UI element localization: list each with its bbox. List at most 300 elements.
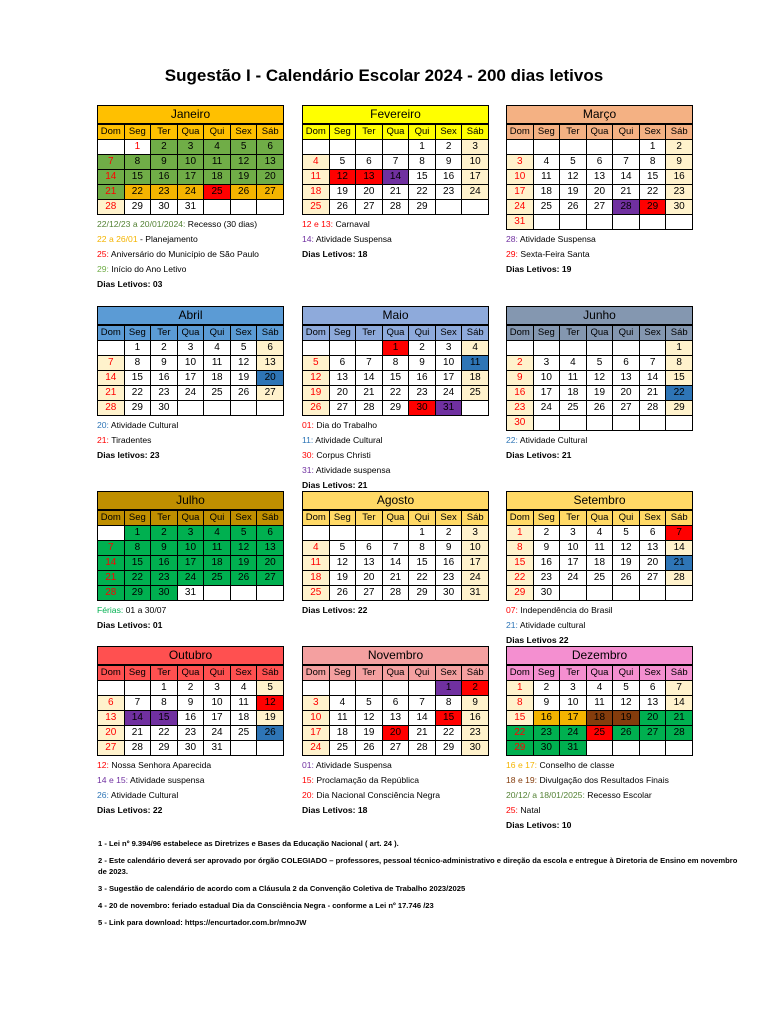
weekday-header: Qua	[177, 511, 204, 526]
day-cell: 12	[257, 696, 284, 711]
weekday-header: Sáb	[257, 511, 284, 526]
weekday-header: Sex	[639, 326, 666, 341]
day-cell: 19	[329, 185, 356, 200]
day-cell: 21	[356, 386, 383, 401]
note-text: Dias Letivos: 22	[97, 805, 163, 815]
day-cell: 29	[639, 200, 666, 215]
day-cell: 30	[151, 200, 178, 215]
day-cell: 19	[303, 386, 330, 401]
day-cell: 29	[382, 401, 409, 416]
day-cell: 4	[303, 541, 330, 556]
day-cell: 28	[409, 741, 436, 756]
month-notes	[506, 232, 693, 277]
day-cell: 17	[177, 170, 204, 185]
weekday-header: Ter	[151, 125, 178, 140]
day-cell: 22	[124, 185, 151, 200]
day-cell: 15	[124, 371, 151, 386]
day-cell: 10	[560, 696, 587, 711]
day-cell	[382, 526, 409, 541]
day-cell: 6	[356, 155, 383, 170]
day-cell: 5	[257, 681, 284, 696]
day-cell: 20	[356, 571, 383, 586]
note-line	[97, 418, 284, 433]
day-cell: 31	[177, 200, 204, 215]
day-cell: 10	[462, 155, 489, 170]
day-cell: 23	[666, 185, 693, 200]
day-cell: 27	[356, 200, 383, 215]
day-cell: 15	[124, 556, 151, 571]
weekday-header: Ter	[151, 511, 178, 526]
day-cell: 5	[329, 541, 356, 556]
weekday-header: Sex	[639, 511, 666, 526]
note-text: Divulgação dos Resultados Finais	[539, 775, 669, 785]
note-text: 12 e 13:	[302, 219, 336, 229]
day-cell	[204, 586, 231, 601]
weekday-header: Qui	[204, 511, 231, 526]
day-cell: 24	[560, 726, 587, 741]
day-cell: 4	[204, 341, 231, 356]
month-table	[97, 124, 284, 215]
weekday-header: Dom	[98, 326, 125, 341]
weekday-header: Qui	[409, 511, 436, 526]
day-cell: 14	[124, 711, 151, 726]
weekday-header: Seg	[329, 666, 356, 681]
day-cell: 8	[639, 155, 666, 170]
day-cell	[560, 341, 587, 356]
day-cell: 4	[533, 155, 560, 170]
note-line	[506, 433, 693, 448]
day-cell: 19	[356, 726, 383, 741]
page-title: Sugestão I - Calendário Escolar 2024 - 200 dias letivos	[164, 66, 604, 85]
day-cell: 16	[533, 711, 560, 726]
day-cell: 6	[639, 526, 666, 541]
day-cell: 6	[613, 356, 640, 371]
day-cell	[257, 401, 284, 416]
day-cell: 18	[204, 170, 231, 185]
day-cell: 26	[230, 386, 257, 401]
note-text: 25:	[97, 249, 111, 259]
day-cell: 26	[560, 200, 587, 215]
day-cell: 20	[257, 556, 284, 571]
note-text: 15:	[302, 775, 317, 785]
note-text: Nossa Senhora Aparecida	[111, 760, 212, 770]
note-line	[506, 618, 693, 633]
month-junho	[506, 306, 693, 463]
day-cell: 10	[435, 356, 462, 371]
day-cell: 22	[382, 386, 409, 401]
day-cell	[613, 416, 640, 431]
day-cell: 16	[409, 371, 436, 386]
weekday-header: Seg	[533, 326, 560, 341]
day-cell: 28	[666, 726, 693, 741]
note-text: 25:	[506, 805, 521, 815]
day-cell: 6	[98, 696, 125, 711]
note-text: 29:	[97, 264, 112, 274]
day-cell: 20	[329, 386, 356, 401]
day-cell: 20	[356, 185, 383, 200]
day-cell: 16	[151, 556, 178, 571]
day-cell: 18	[230, 711, 257, 726]
day-cell: 15	[639, 170, 666, 185]
day-cell: 23	[533, 726, 560, 741]
footnote: 1 - Lei nº 9.394/96 estabelece as Diretrizes e Bases da Educação Nacional ( art. 24 ).	[98, 839, 399, 848]
month-notes	[97, 217, 284, 292]
day-cell	[382, 140, 409, 155]
day-cell: 16	[533, 556, 560, 571]
day-cell: 29	[507, 741, 534, 756]
month-notes	[506, 603, 693, 648]
day-cell	[98, 140, 125, 155]
day-cell: 21	[409, 726, 436, 741]
weekday-header: Dom	[507, 666, 534, 681]
note-text: Recesso (30 dias)	[187, 219, 258, 229]
day-cell	[257, 586, 284, 601]
note-text: 22/12/23 a 20/01/2024:	[97, 219, 188, 229]
day-cell	[98, 526, 125, 541]
day-cell: 19	[230, 170, 257, 185]
day-cell: 3	[507, 155, 534, 170]
day-cell: 31	[177, 586, 204, 601]
day-cell: 14	[666, 696, 693, 711]
day-cell: 6	[257, 526, 284, 541]
day-cell: 14	[639, 371, 666, 386]
day-cell: 4	[230, 681, 257, 696]
month-title: Abril	[97, 306, 284, 325]
day-cell: 30	[533, 586, 560, 601]
day-cell: 19	[586, 386, 613, 401]
day-cell: 23	[533, 571, 560, 586]
weekday-header: Seg	[124, 125, 151, 140]
day-cell	[303, 681, 330, 696]
footnotes	[98, 838, 738, 934]
day-cell	[586, 741, 613, 756]
day-cell	[639, 341, 666, 356]
day-cell: 21	[382, 571, 409, 586]
day-cell: 4	[560, 356, 587, 371]
day-cell	[666, 416, 693, 431]
day-cell: 24	[303, 741, 330, 756]
day-cell: 9	[435, 155, 462, 170]
day-cell: 5	[230, 341, 257, 356]
day-cell	[356, 526, 383, 541]
day-cell: 17	[303, 726, 330, 741]
note-line	[302, 247, 489, 262]
day-cell: 14	[356, 371, 383, 386]
weekday-header: Seg	[124, 666, 151, 681]
note-text: Sexta-Feira Santa	[520, 249, 590, 259]
note-line	[506, 788, 693, 803]
month-table	[302, 124, 489, 215]
day-cell: 14	[382, 170, 409, 185]
month-title: Dezembro	[506, 646, 693, 665]
day-cell	[409, 681, 436, 696]
day-cell: 26	[329, 200, 356, 215]
day-cell: 5	[613, 526, 640, 541]
month-table	[506, 325, 693, 431]
weekday-header: Qui	[204, 326, 231, 341]
day-cell: 7	[98, 356, 125, 371]
day-cell: 10	[204, 696, 231, 711]
weekday-header: Ter	[560, 125, 587, 140]
month-notes	[97, 603, 284, 633]
day-cell: 28	[382, 586, 409, 601]
note-line	[506, 803, 693, 818]
day-cell: 27	[257, 386, 284, 401]
day-cell: 1	[124, 526, 151, 541]
note-text: Aniversário do Município de São Paulo	[110, 249, 259, 259]
note-text: Dias Letivos: 22	[302, 605, 368, 615]
day-cell: 31	[560, 741, 587, 756]
day-cell: 22	[409, 571, 436, 586]
day-cell: 10	[177, 155, 204, 170]
month-notes	[97, 758, 284, 818]
day-cell: 3	[177, 526, 204, 541]
note-text: 20/12/ a 18/01/2025:	[506, 790, 588, 800]
note-line	[302, 758, 489, 773]
day-cell: 2	[151, 526, 178, 541]
note-line	[97, 773, 284, 788]
weekday-header: Sex	[230, 511, 257, 526]
day-cell: 25	[204, 386, 231, 401]
day-cell: 18	[204, 371, 231, 386]
day-cell: 8	[382, 356, 409, 371]
weekday-header: Sáb	[462, 666, 489, 681]
weekday-header: Sáb	[666, 326, 693, 341]
day-cell: 4	[204, 140, 231, 155]
weekday-header: Sáb	[462, 511, 489, 526]
day-cell	[586, 140, 613, 155]
day-cell	[507, 341, 534, 356]
day-cell	[303, 140, 330, 155]
month-title: Junho	[506, 306, 693, 325]
day-cell	[230, 586, 257, 601]
weekday-header: Dom	[303, 511, 330, 526]
day-cell: 31	[507, 215, 534, 230]
day-cell: 17	[533, 386, 560, 401]
day-cell: 14	[613, 170, 640, 185]
month-title: Novembro	[302, 646, 489, 665]
note-text: Corpus Christi	[316, 450, 371, 460]
month-setembro	[506, 491, 693, 648]
note-text: Conselho de classe	[539, 760, 615, 770]
weekday-header: Seg	[533, 125, 560, 140]
day-cell: 10	[507, 170, 534, 185]
note-text: Atividade suspensa	[129, 775, 205, 785]
month-table	[97, 665, 284, 756]
day-cell: 11	[303, 556, 330, 571]
note-text: 30:	[302, 450, 317, 460]
weekday-header: Ter	[356, 666, 383, 681]
weekday-header: Dom	[507, 326, 534, 341]
day-cell	[613, 140, 640, 155]
day-cell: 2	[409, 341, 436, 356]
weekday-header: Sáb	[257, 125, 284, 140]
weekday-header: Ter	[356, 511, 383, 526]
day-cell: 20	[98, 726, 125, 741]
day-cell: 16	[666, 170, 693, 185]
weekday-header: Qua	[177, 326, 204, 341]
note-line	[302, 603, 489, 618]
day-cell: 27	[257, 571, 284, 586]
day-cell: 4	[586, 681, 613, 696]
weekday-header: Qua	[586, 666, 613, 681]
note-text: Dias Letivos: 19	[506, 264, 572, 274]
note-text: 20:	[97, 420, 111, 430]
day-cell: 8	[151, 696, 178, 711]
footnote: 5 - Link para download: https://encurtador.com.br/mnoJW	[98, 918, 307, 927]
note-line	[302, 803, 489, 818]
day-cell: 10	[177, 356, 204, 371]
day-cell	[560, 586, 587, 601]
day-cell: 6	[257, 341, 284, 356]
day-cell: 26	[230, 185, 257, 200]
day-cell: 15	[409, 556, 436, 571]
day-cell: 7	[356, 356, 383, 371]
day-cell: 11	[204, 155, 231, 170]
day-cell: 5	[356, 696, 383, 711]
day-cell: 12	[586, 371, 613, 386]
day-cell: 27	[382, 741, 409, 756]
day-cell: 3	[435, 341, 462, 356]
note-text: Atividade suspensa	[315, 465, 391, 475]
day-cell: 5	[560, 155, 587, 170]
month-title: Fevereiro	[302, 105, 489, 124]
weekday-header: Ter	[560, 666, 587, 681]
day-cell: 2	[533, 681, 560, 696]
day-cell: 11	[303, 170, 330, 185]
note-text: 01:	[302, 420, 317, 430]
note-text: Proclamação da República	[316, 775, 420, 785]
day-cell: 21	[98, 185, 125, 200]
day-cell: 18	[586, 711, 613, 726]
day-cell: 18	[303, 185, 330, 200]
day-cell: 30	[666, 200, 693, 215]
day-cell	[329, 526, 356, 541]
day-cell: 8	[666, 356, 693, 371]
note-text: Dias Letivos: 03	[97, 279, 163, 289]
weekday-header: Sex	[230, 125, 257, 140]
day-cell: 11	[230, 696, 257, 711]
day-cell: 16	[435, 170, 462, 185]
day-cell: 31	[435, 401, 462, 416]
day-cell: 23	[507, 401, 534, 416]
day-cell	[613, 741, 640, 756]
weekday-header: Seg	[329, 511, 356, 526]
month-title: Setembro	[506, 491, 693, 510]
weekday-header: Qui	[409, 326, 436, 341]
note-line	[506, 818, 693, 833]
day-cell: 18	[462, 371, 489, 386]
day-cell: 6	[586, 155, 613, 170]
weekday-header: Qua	[177, 666, 204, 681]
day-cell: 2	[507, 356, 534, 371]
weekday-header: Qua	[382, 666, 409, 681]
footnote: 4 - 20 de novembro: feriado estadual Dia da Consciência Negra - conforme a Lei nº 17.746 /23	[98, 901, 434, 910]
day-cell: 10	[177, 541, 204, 556]
note-text: Atividade Suspensa	[315, 234, 392, 244]
day-cell: 18	[586, 556, 613, 571]
day-cell	[204, 200, 231, 215]
day-cell: 1	[507, 681, 534, 696]
weekday-header: Sex	[230, 326, 257, 341]
day-cell: 26	[230, 571, 257, 586]
note-text: Atividade Cultural	[315, 435, 383, 445]
day-cell: 1	[151, 681, 178, 696]
day-cell: 24	[560, 571, 587, 586]
note-text: Independência do Brasil	[520, 605, 613, 615]
day-cell: 24	[507, 200, 534, 215]
day-cell: 19	[230, 371, 257, 386]
note-line	[97, 217, 284, 232]
day-cell	[560, 215, 587, 230]
weekday-header: Sex	[435, 125, 462, 140]
day-cell	[356, 140, 383, 155]
day-cell: 22	[507, 571, 534, 586]
day-cell: 12	[303, 371, 330, 386]
day-cell	[507, 140, 534, 155]
day-cell: 13	[257, 541, 284, 556]
day-cell: 2	[177, 681, 204, 696]
day-cell: 5	[329, 155, 356, 170]
day-cell: 18	[303, 571, 330, 586]
month-notes	[97, 418, 284, 463]
day-cell: 9	[151, 541, 178, 556]
day-cell: 29	[409, 200, 436, 215]
weekday-header: Dom	[98, 125, 125, 140]
day-cell: 9	[533, 696, 560, 711]
day-cell: 29	[124, 401, 151, 416]
month-outubro	[97, 646, 284, 818]
day-cell: 1	[666, 341, 693, 356]
day-cell: 29	[124, 586, 151, 601]
day-cell: 29	[151, 741, 178, 756]
day-cell: 22	[435, 726, 462, 741]
day-cell: 3	[177, 140, 204, 155]
day-cell: 21	[666, 711, 693, 726]
day-cell	[303, 341, 330, 356]
weekday-header: Qui	[409, 125, 436, 140]
note-line	[506, 448, 693, 463]
note-line	[97, 448, 284, 463]
day-cell: 21	[613, 185, 640, 200]
day-cell: 27	[257, 185, 284, 200]
day-cell: 22	[151, 726, 178, 741]
weekday-header: Ter	[151, 326, 178, 341]
day-cell	[639, 416, 666, 431]
note-line	[302, 463, 489, 478]
day-cell: 2	[666, 140, 693, 155]
day-cell: 12	[329, 556, 356, 571]
day-cell: 13	[257, 356, 284, 371]
day-cell: 11	[586, 541, 613, 556]
day-cell: 6	[329, 356, 356, 371]
note-line	[97, 247, 284, 262]
day-cell: 15	[435, 711, 462, 726]
weekday-header: Sáb	[462, 125, 489, 140]
month-julho	[97, 491, 284, 633]
day-cell: 1	[409, 526, 436, 541]
day-cell: 12	[613, 696, 640, 711]
day-cell	[329, 140, 356, 155]
day-cell	[586, 586, 613, 601]
day-cell: 10	[560, 541, 587, 556]
day-cell: 17	[177, 371, 204, 386]
day-cell: 10	[462, 541, 489, 556]
weekday-header: Seg	[533, 511, 560, 526]
day-cell: 4	[586, 526, 613, 541]
month-notes	[302, 418, 489, 493]
day-cell: 13	[329, 371, 356, 386]
